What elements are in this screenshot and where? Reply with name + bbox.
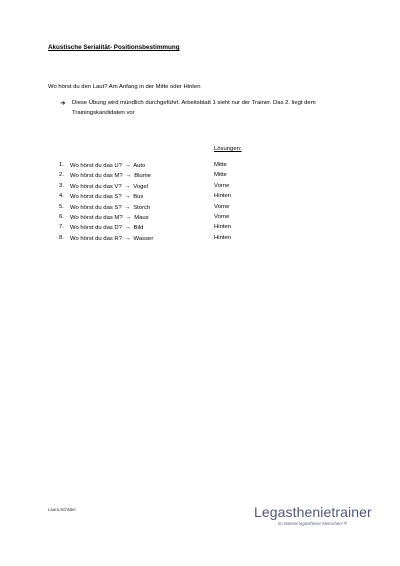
- exercise-word: Blume: [134, 173, 151, 180]
- exercise-number: 3.: [59, 182, 64, 189]
- logo-tagline-text: Im Dienste legasthener Menschen!: [278, 521, 343, 526]
- logo-name: Legasthenietrainer: [254, 504, 372, 520]
- exercise-question: [70, 193, 143, 200]
- exercise-question: [70, 204, 150, 211]
- exercise-number: 1.: [59, 162, 64, 168]
- arrow-right-icon: →: [125, 172, 132, 180]
- exercise-question: [70, 235, 153, 242]
- exercise-word: Bild: [133, 225, 144, 232]
- arrow-right-icon: →: [124, 193, 131, 201]
- exercise-answer: Vorne: [214, 182, 230, 189]
- exercise-question-text: Wo hörst du das D?: [70, 225, 122, 232]
- exercise-question: [70, 224, 143, 231]
- exercise-answer: Hinten: [214, 193, 232, 200]
- exercise-answer: Hinten: [214, 224, 232, 231]
- exercise-question-text: Wo hörst du das R?: [70, 235, 122, 242]
- arrow-right-icon: →: [124, 162, 131, 169]
- exercise-number: 4.: [59, 193, 64, 200]
- exercise-row: [59, 235, 319, 245]
- exercise-row: [59, 193, 319, 203]
- exercise-list: [59, 162, 319, 245]
- exercise-answer: Vorne: [214, 213, 230, 220]
- solutions-header: Lösungen:: [214, 146, 242, 152]
- arrow-right-icon: →: [124, 224, 131, 232]
- arrow-right-icon: →: [124, 182, 131, 190]
- exercise-row: [59, 183, 319, 193]
- exercise-answer: Mitte: [214, 172, 227, 179]
- exercise-word: Vogel: [133, 183, 148, 190]
- exercise-number: 6.: [59, 213, 64, 220]
- exercise-word: Maus: [134, 214, 149, 221]
- exercise-word: Bus: [133, 194, 144, 201]
- arrow-right-icon: →: [124, 203, 131, 211]
- arrow-right-icon: →: [124, 234, 131, 242]
- exercise-question-text: Wo hörst du das M?: [70, 173, 123, 180]
- exercise-question-text: Wo hörst du das M?: [70, 214, 123, 221]
- exercise-question-text: Wo hörst du das U?: [70, 163, 122, 169]
- exercise-row: [59, 204, 319, 214]
- exercise-number: 8.: [59, 234, 64, 241]
- legasthenietrainer-logo: [254, 504, 384, 530]
- exercise-question: [70, 183, 148, 190]
- exercise-number: 2.: [59, 172, 64, 179]
- exercise-word: Storch: [133, 204, 151, 211]
- exercise-number: 5.: [59, 203, 64, 210]
- exercise-question: [70, 162, 145, 169]
- exercise-word: Wasser: [133, 235, 154, 242]
- instruction-question: Wo hörst du den Laut? Am Anfang in der Mitte oder Hinten: [48, 84, 201, 90]
- logo-tagline: [278, 521, 347, 526]
- exercise-question-text: Wo hörst du das S?: [70, 204, 122, 211]
- trainer-note-text: Diese Übung wird mündlich durchgeführt. Arbeitsblatt 1 sieht nur der Trainer. Das 2. liegt dem Trainingskandidaten vor: [72, 100, 316, 116]
- registered-mark: ®: [343, 521, 347, 526]
- exercise-question-text: Wo hörst du das S?: [70, 194, 122, 201]
- exercise-row: [59, 162, 319, 172]
- exercise-row: [59, 172, 319, 182]
- arrow-right-icon: →: [125, 213, 132, 221]
- exercise-row: [59, 224, 319, 234]
- exercise-question: [70, 214, 149, 221]
- exercise-answer: Mitte: [214, 162, 227, 168]
- exercise-answer: Vorne: [214, 203, 230, 210]
- exercise-answer: Hinten: [214, 234, 232, 241]
- exercise-question-text: Wo hörst du das V?: [70, 183, 122, 190]
- footer-author: Laura Schlüter: [48, 507, 76, 512]
- document-title: Akustische Serialität- Positionsbestimmung: [48, 44, 180, 51]
- exercise-question: [70, 172, 151, 179]
- exercise-row: [59, 214, 319, 224]
- trainer-note: [60, 99, 360, 118]
- exercise-word: Auto: [133, 163, 146, 169]
- arrow-right-icon: ➔: [60, 100, 66, 107]
- exercise-number: 7.: [59, 224, 64, 231]
